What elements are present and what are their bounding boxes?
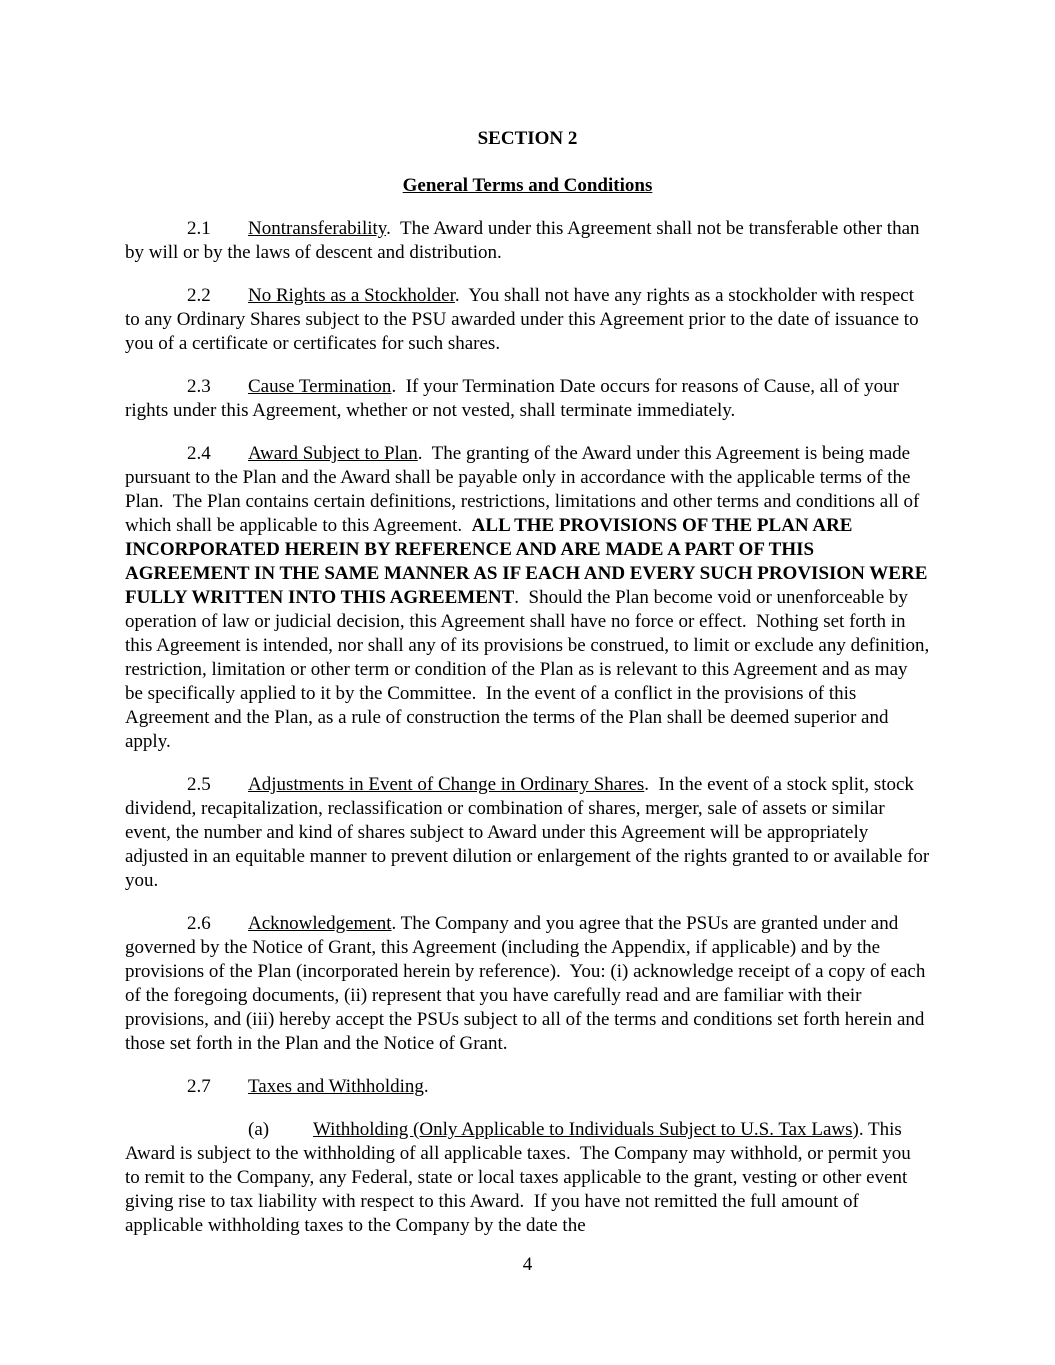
paragraph-23	[125, 375, 930, 423]
paragraph-text: . The granting of the Award under this Agreement is being made pursuant to the Plan and the Award shall be payable only in accordance with the applicable terms of the Plan. The Plan contains certain definitions, restrictions, limitations and other terms and conditions all of which shall be applicable to this Agreement.	[125, 443, 925, 536]
paragraph-text: . In the event of a stock split, stock dividend, recapitalization, reclassification or combination of shares, merger, sale of assets or similar event, the number and kind of shares subject to Award under this Agreement will be appropriately adjusted in an equitable manner to prevent dilution or enlargement of the rights granted to or available for you.	[125, 774, 935, 891]
paragraph-text: .	[423, 1076, 429, 1097]
paragraph-22	[125, 284, 930, 356]
section-subheading: General Terms and Conditions	[402, 175, 653, 196]
page-number: 4	[522, 1254, 533, 1275]
paragraph-number: 2.1	[187, 218, 211, 239]
paragraph-number: 2.6	[187, 913, 211, 934]
paragraph-title: Acknowledgement	[248, 913, 392, 934]
paragraph-text: . This Award is subject to the withholding of all applicable taxes. The Company may withhold, or permit you to remit to the Company, any Federal, state or local taxes applicable to the grant, vesting or other event giving rise to tax liability with respect to this Award. If you have not remitted the full amount of applicable withholding taxes to the Company by the date the	[125, 1119, 916, 1236]
paragraph-number: 2.7	[187, 1076, 211, 1097]
paragraph-text: . You shall not have any rights as a stockholder with respect to any Ordinary Shares subject to the PSU awarded under this Agreement prior to the date of issuance to you of a certificate or certificates for such shares.	[125, 285, 924, 354]
paragraph-text: ALL THE PROVISIONS OF THE PLAN ARE INCORPORATED HEREIN BY REFERENCE AND ARE MADE A PART OF THIS AGREEMENT IN THE SAME MANNER AS IF EACH AND EVERY SUCH PROVISION WERE FULLY WRITTEN INTO THIS AGREEMENT	[125, 515, 933, 608]
paragraph-a	[125, 1118, 930, 1238]
paragraph-number: 2.5	[187, 774, 211, 795]
paragraph-26	[125, 912, 930, 1056]
paragraph-number: 2.4	[187, 443, 211, 464]
paragraph-title: Adjustments in Event of Change in Ordinary Shares	[248, 774, 645, 795]
paragraph-number: (a)	[248, 1119, 270, 1140]
paragraph-text: . The Award under this Agreement shall not be transferable other than by will or by the laws of descent and distribution.	[125, 218, 925, 263]
paragraph-21	[125, 217, 930, 265]
paragraph-24	[125, 442, 934, 754]
paragraph-title: Nontransferability	[248, 218, 387, 239]
paragraph-25	[125, 773, 935, 893]
paragraph-title: Cause Termination	[248, 376, 392, 397]
paragraphs-container	[125, 217, 935, 1238]
paragraph-text: . Should the Plan become void or unenforceable by operation of law or judicial decision, this Agreement shall have no force or effect. Nothing set forth in this Agreement is intended, nor shall any of its provisions be construed, to limit or exclude any definition, restriction, limitation or other term or condition of the Plan as is relevant to this Agreement and as may be specifically applied to it by the Committee. In the event of a conflict in the provisions of this Agreement and the Plan, as a rule of construction the terms of the Plan shall be deemed superior and apply.	[125, 587, 934, 752]
paragraph-text: . If your Termination Date occurs for reasons of Cause, all of your rights under this Agreement, whether or not vested, shall terminate immediately.	[125, 376, 904, 421]
paragraph-27	[125, 1075, 930, 1099]
paragraph-title: Award Subject to Plan	[248, 443, 418, 464]
paragraph-title: No Rights as a Stockholder	[248, 285, 455, 306]
paragraph-number: 2.2	[187, 285, 211, 306]
paragraph-title: Withholding (Only Applicable to Individuals Subject to U.S. Tax Laws)	[313, 1119, 859, 1140]
section-heading: SECTION 2	[477, 128, 578, 149]
paragraph-title: Taxes and Withholding	[248, 1076, 424, 1097]
paragraph-number: 2.3	[187, 376, 211, 397]
paragraph-text: . The Company and you agree that the PSUs are granted under and governed by the Notice of Grant, this Agreement (including the Appendix, if applicable) and by the provisions of the Plan (incorporated herein by reference). You: (i) acknowledge receipt of a copy of each of the foregoing documents, (ii) represent that you have carefully read and are familiar with their provisions, and (iii) hereby accept the PSUs subject to all of the terms and conditions set forth herein and those set forth in the Plan and the Notice of Grant.	[125, 913, 931, 1054]
